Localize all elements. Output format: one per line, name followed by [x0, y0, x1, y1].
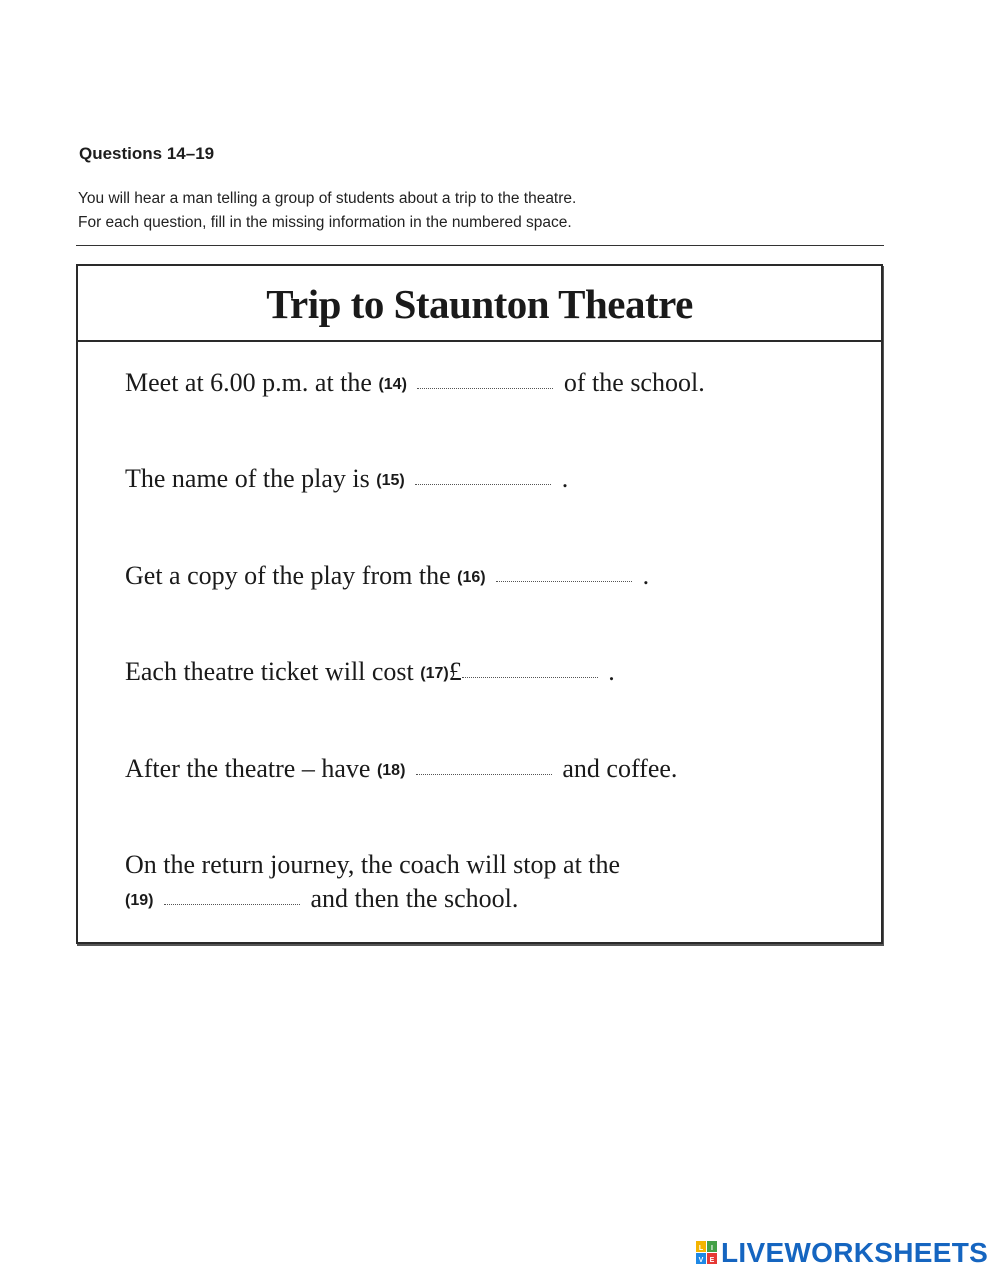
logo-text: LIVEWORKSHEETS: [721, 1237, 989, 1268]
svg-text:E: E: [709, 1257, 715, 1264]
liveworksheets-logo[interactable]: [696, 1238, 988, 1268]
answer-blank-15[interactable]: [415, 478, 551, 485]
form-box: [76, 264, 883, 944]
svg-text:V: V: [698, 1257, 704, 1264]
answer-blank-17[interactable]: [462, 671, 598, 678]
instructions: [78, 187, 576, 235]
item-text: and coffee.: [562, 754, 678, 783]
currency-symbol: £: [448, 657, 462, 686]
item-text: On the return journey, the coach will stop at the: [125, 850, 621, 879]
instruction-line-2: For each question, fill in the missing information in the numbered space.: [78, 214, 572, 231]
svg-text:I: I: [711, 1245, 713, 1252]
title-bar: [78, 266, 881, 342]
answer-blank-19[interactable]: [164, 898, 300, 905]
item-text: The name of the play is: [125, 464, 370, 493]
question-number: (14): [378, 376, 407, 394]
item-text: Get a copy of the play from the: [125, 561, 451, 590]
liveworksheets-logo-icon: [696, 1241, 718, 1265]
question-14: [125, 366, 705, 402]
question-18: [125, 752, 677, 788]
question-number: (16): [457, 569, 486, 587]
answer-blank-18[interactable]: [416, 768, 552, 775]
item-text: of the school.: [563, 368, 705, 397]
box-title: Trip to Staunton Theatre: [266, 281, 693, 327]
item-text: and then the school.: [310, 884, 519, 913]
instruction-line-1: You will hear a man telling a group of students about a trip to the theatre.: [78, 190, 577, 207]
question-19: [125, 848, 620, 882]
item-text: After the theatre – have: [125, 754, 371, 783]
question-number: (15): [376, 472, 405, 490]
item-text: Meet at 6.00 p.m. at the: [125, 368, 372, 397]
question-15: [125, 462, 568, 498]
answer-blank-14[interactable]: [417, 382, 553, 389]
item-text: .: [642, 561, 650, 590]
answer-blank-16[interactable]: [496, 575, 632, 582]
question-16: [125, 559, 649, 595]
question-19-line-2: [125, 882, 518, 918]
question-number: (19): [125, 892, 154, 910]
question-number: (18): [376, 762, 406, 780]
svg-text:L: L: [698, 1245, 704, 1252]
divider: [76, 245, 884, 246]
item-text: Each theatre ticket will cost: [125, 657, 414, 686]
item-text: .: [561, 464, 569, 493]
question-17: [125, 655, 615, 691]
question-number: (17): [420, 665, 449, 683]
questions-heading: Questions 14–19: [79, 144, 215, 163]
item-text: .: [608, 657, 615, 686]
